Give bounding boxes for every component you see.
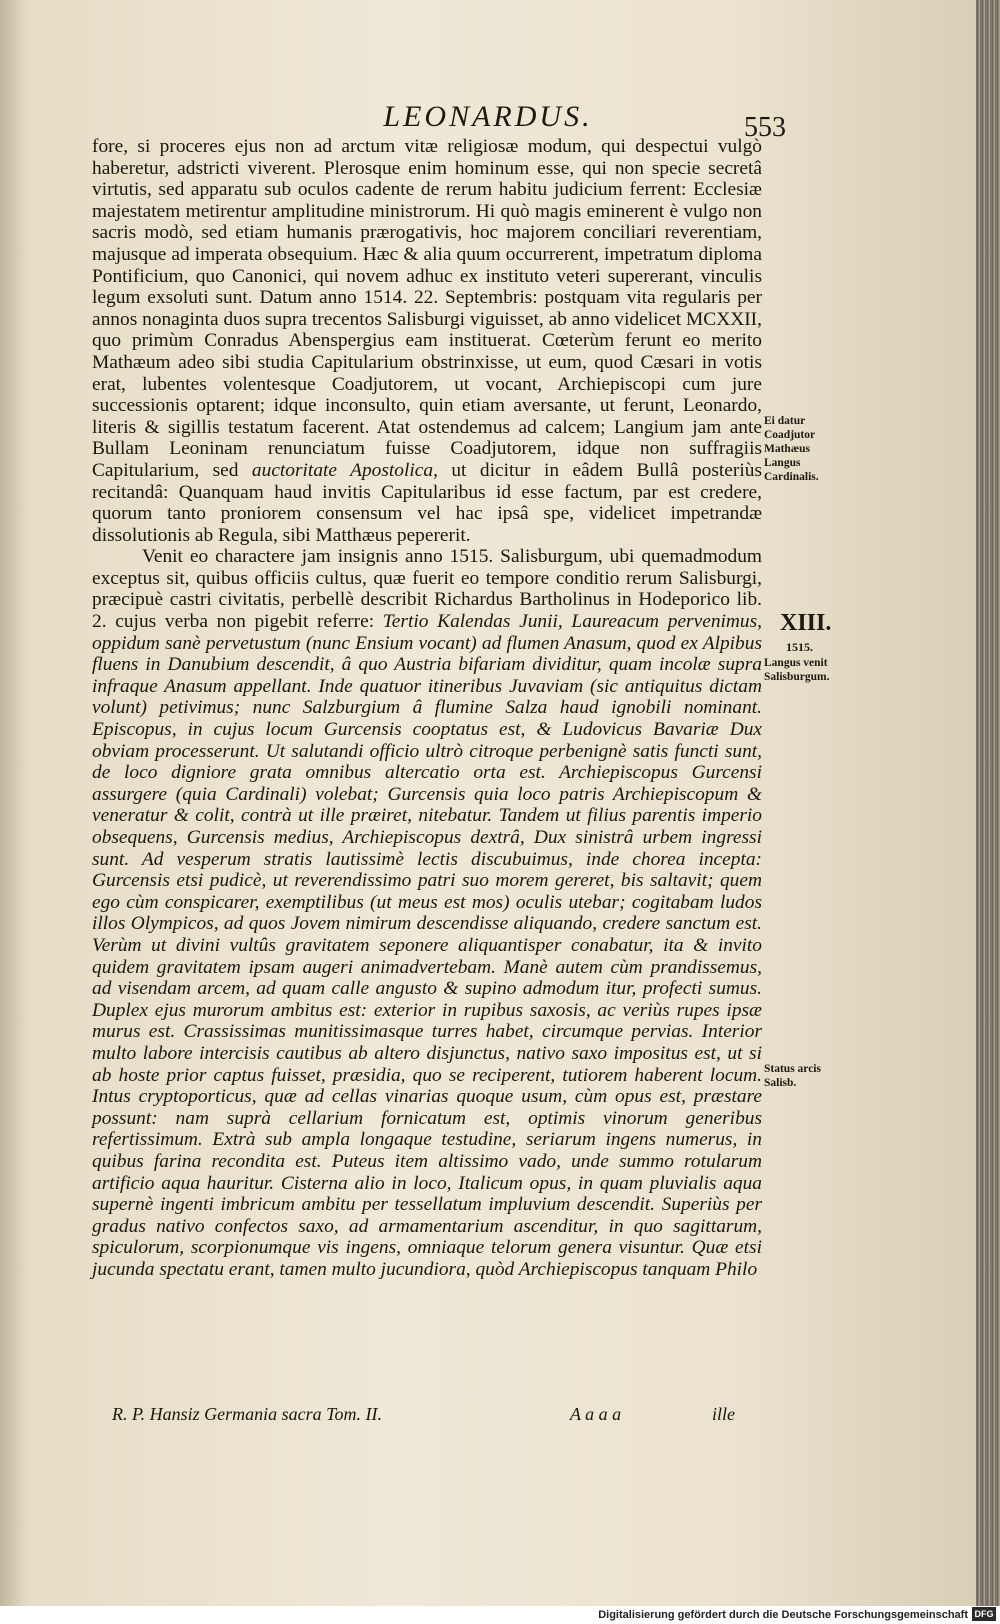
paragraph-2: [92, 546, 762, 1280]
section-year: 1515.: [786, 640, 813, 654]
dfg-logo: DFG: [972, 1607, 996, 1621]
margin-note-langus: Langus venit Salisburgum.: [764, 657, 830, 683]
footer-title: R. P. Hansiz Germania sacra Tom. II.: [112, 1404, 383, 1424]
catchword: ille: [712, 1404, 735, 1424]
credit-text: Digitalisierung gefördert durch die Deutsche Forschungsgemeinschaft: [598, 1609, 968, 1621]
margin-note-coadjutor: Ei datur Coadjutor Mathæus Langus Cardinalis.: [764, 415, 819, 483]
main-text: [92, 136, 762, 1280]
paragraph-1-text: fore, si proceres ejus non ad arctum vitæ religiosæ modum, qui despectui vulgò haberetur, adstricti viverent. Plerosque enim hominum esse, qui non specie secretâ virtutis, sed apparatu sub oculos cadente de rerum habitu judicium ferrent: Ecclesiæ majestatem metirentur amplitudine ministrorum. Hi quò magis eminerent è vulgo non sacris modò, sed etiam humanis prærogativis, hoc majorem conciliari reverentiam, majusque ad imperata obsequium. Hæc & alia quum occurrerent, impetratum diploma Pontificium, quo Canonici, qui novem adhuc ex instituto veteri supererant, vinculis legum exsoluti sunt. Datum anno 1514. 22. Septembris: postquam vita regularis per annos nonaginta duos supra trecentos Salisburgi viguisset, ab anno videlicet MCXXII, quo primùm Conradus Abenspergius eam instituerat. Cœterùm ferunt eo merito Mathæum adeo sibi studia Capitularium obstrinxisse, ut eum, quod Cæsari in votis erat, lubentes volentesque Coadjutorem, ut vocant, Archiepiscopi cum jure successionis optarent; idque inconsulto, quin etiam aversante, ut ferunt, Leonardo, literis & sigillis testatum facerent. Atat ostendemus ad calcem; Langium jam ante Bullam Leoninam renunciatum fuisse Coadjutorem, idque non suffragiis Capitularium, sed: [92, 136, 762, 481]
paragraph-2-intro: Venit eo charactere jam insignis anno 1515. Salisburgum, ubi quemadmodum exceptus sit, quibus officiis cultus, quæ fuerit eo tempore conditio rerum Salisburgi, præcipuè castri civitatis, perbellè describit Richardus Bartholinus in Hodeporico lib. 2. cujus verba non pigebit referre:: [92, 546, 762, 633]
running-head: LEONARDUS.: [383, 100, 593, 133]
margin-note-arcis: Status arcis Salisb.: [764, 1063, 821, 1089]
paragraph-1-italic: auctoritate Apostolica: [251, 459, 434, 481]
paragraph-1-end: , ut dicitur in eâdem Bullâ posteriùs recitandâ: Quanquam haud invitis Capitularibus id esse factum, par est credere, quorum tanto proniorem consensum vel hac ipsâ spe, videlicet impetrandæ dissolutionis ab Regula, sibi Matthæus pepererit.: [92, 459, 762, 546]
section-number: XIII.: [780, 610, 832, 636]
page-number: 553: [744, 112, 786, 143]
paragraph-1: [92, 136, 762, 546]
paragraph-2-quote: Tertio Kalendas Junii, Laureacum pervenimus, oppidum sanè pervetustum (nunc Ensium vocant) ad flumen Anasum, quod ex Alpibus fluens in Danubium descendit, â quo Austria bifariam dividitur, quam incolæ supra infraque Anasum appellant. Inde quatuor itineribus Juvaviam (sic antiquitus dictam volunt) petivimus; nunc Salzburgium â flumine Salza haud ignobili nominant. Episcopus, in cujus locum Gurcensis cooptatus est, & Ludovicus Bavariæ Dux obviam processerunt. Ut salutandi officio ultrò citroque perbenignè satis functi sunt, de loco digniore grata omnibus altercatio orta est. Archiepiscopus Gurcensi assurgere (quia Cardinali) volebat; Gurcensis quia loco patris Archiepiscopum & veneratur & colit, contrà ut ille præiret, nitebatur. Tandem ut filius parentis imperio obsequens, Gurcensis medius, Archiepiscopus dextrâ, Dux sinistrâ urbem ingressi sunt. Ad vesperum stratis lautissimè lectis discubuimus, inde chorea incepta: Gurcensis etsi pudicè, ut reverendissimo patri suo morem gereret, bis saltavit; quem ego cùm conspicarer, exemptilibus (ut meus est mos) oculis utebar; cogitabam ludos illos Olympicos, ad quos Jovem nimirum descendisse aliquando, credere sanctum est. Verùm ut divini vultûs gravitatem seponere aliquantisper conabatur, ita & invito quidem gravitatem ipsam augeri animadvertebam. Manè autem cùm prandissemus, ad visendam arcem, ad quam calle angusto & supino admodum itur, profecti sumus. Duplex ejus murorum ambitus est: exterior in rupibus saxosis, ac veriùs rupes ipsæ murus est. Crassissimas munitissimasque turres habet, circumque pervias. Interior multo labore intercisis cautibus ab altero disjunctus, nativo saxo impositus est, ut si ab hoste prior captus fuisset, præsidia, quo se reciperent, tutiorem haberent locum. Intus cryptoporticus, quæ ad cellas vinarias quoque usum, cùm opus est, præstare possunt: nam suprà cellarium fornicatum est, optimis vinorum generibus refertissimum. Extrà sub ampla longaque testudine, seriarum ingens numerus, in quibus farina recondita est. Puteus item altissimo vado, unde summo rotularum artificio aqua hauritur. Cisterna alio in loco, Italicum opus, in quam pluvialis aqua supernè ingenti imbricum ambitu per tessellatum impluvium descendit. Superiùs per gradus nativo confectos saxo, ad armamentarium ascenditur, in quo sagittarum, spiculorum, scorpionumque vis ingens, omniaque telorum genera visuntur. Quæ etsi jucunda spectatu erant, tamen multo jucundiora, quòd Archiepiscopus tanquam Philo: [92, 611, 762, 1280]
signature-mark: A a a a: [570, 1404, 622, 1424]
page-edges: [976, 0, 1000, 1606]
page-shadow: [0, 0, 28, 1606]
